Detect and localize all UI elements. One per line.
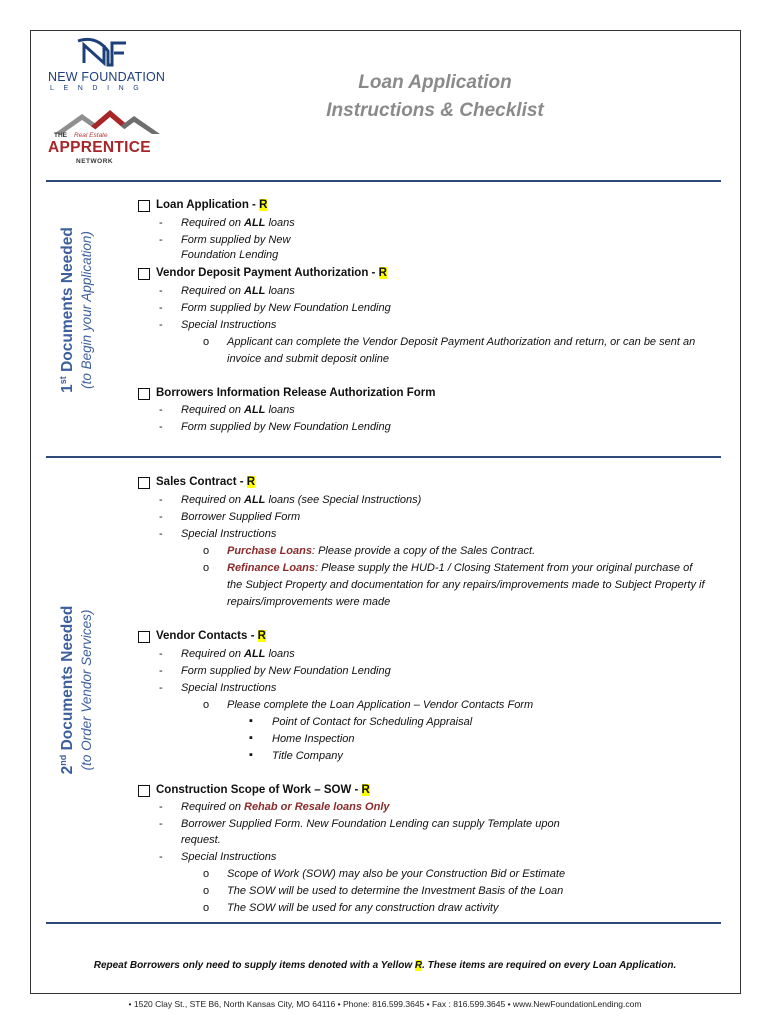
page-title-line1: Loan Application [358, 72, 512, 93]
repeat-borrowers-note: Repeat Borrowers only need to supply items denoted with a Yellow R. These items are required on every Loan Application. [93, 960, 677, 971]
borrowers-release-heading: Borrowers Information Release Authorization Form [156, 387, 436, 399]
list-item: Required on ALL loans [181, 404, 295, 416]
list-subitem: repairs/improvements were made [227, 596, 391, 608]
list-item: Form supplied by New Foundation Lending [181, 421, 391, 433]
section1-label: 1st Documents Needed (to Begin your Application) [58, 227, 95, 393]
list-item: Required on Rehab or Resale loans Only [181, 801, 390, 813]
bullet-circle: o [203, 699, 210, 711]
borrowers-release-checkbox[interactable] [138, 388, 150, 400]
list-subitem: Scope of Work (SOW) may also be your Construction Bid or Estimate [227, 868, 566, 880]
list-subsubitem: Title Company [272, 750, 343, 762]
bullet-circle: o [203, 885, 210, 897]
list-item: Borrower Supplied Form [181, 511, 301, 523]
nf-brand-name: NEW FOUNDATION [48, 70, 166, 84]
list-item: Required on ALL loans [181, 285, 295, 297]
bullet-circle: o [203, 902, 210, 914]
bullet-dash: - [159, 404, 163, 416]
bullet-circle: o [203, 868, 210, 880]
bullet-dash: - [159, 285, 163, 297]
sow-checkbox[interactable] [138, 785, 150, 797]
bullet-dash: - [159, 851, 163, 863]
list-subsubitem: Home Inspection [272, 733, 355, 745]
loan-application-checkbox[interactable] [138, 200, 150, 212]
list-subitem: Applicant can complete the Vendor Deposit Payment Authorization and return, or can be sent an [227, 336, 696, 348]
section-divider-top [46, 180, 721, 182]
vendor-contacts-checkbox[interactable] [138, 631, 150, 643]
loan-application-heading: Loan Application - R [156, 199, 268, 211]
bullet-circle: o [203, 562, 210, 574]
section-divider-bottom [46, 922, 721, 924]
bullet-dash: - [159, 217, 163, 229]
footer-address: • 1520 Clay St., STE B6, North Kansas City, MO 64116 • Phone: 816.599.3645 • Fax : 816.599.3645 • www.NewFoundationLending.com [128, 999, 642, 1009]
ap-the: THE [54, 132, 67, 139]
ap-apprentice: APPRENTICE [48, 139, 151, 156]
sales-contract-checkbox[interactable] [138, 477, 150, 489]
nf-brand-sub: LENDING [50, 85, 149, 92]
list-subitem: Refinance Loans: Please supply the HUD-1 / Closing Statement from your original purchase of [227, 562, 693, 574]
bullet-dash: - [159, 421, 163, 433]
list-item: Special Instructions [181, 682, 277, 694]
bullet-dash: - [159, 302, 163, 314]
vendor-contacts-heading: Vendor Contacts - R [156, 630, 266, 642]
bullet-dash: - [159, 234, 163, 246]
list-item: Required on ALL loans [181, 217, 295, 229]
list-subsubitem: Point of Contact for Scheduling Appraisal [272, 716, 473, 728]
sow-heading: Construction Scope of Work – SOW - R [156, 784, 370, 796]
house-roofs-icon [54, 108, 160, 134]
list-subitem: The SOW will be used for any construction draw activity [227, 902, 499, 914]
list-item: Special Instructions [181, 319, 277, 331]
bullet-square: ▪ [249, 749, 253, 761]
apprentice-network-logo [48, 108, 166, 170]
list-subitem: The SOW will be used to determine the Investment Basis of the Loan [227, 885, 564, 897]
bullet-square: ▪ [249, 715, 253, 727]
list-subitem: invoice and submit deposit online [227, 353, 390, 365]
list-item: Borrower Supplied Form. New Foundation Lending can supply Template upon [181, 818, 560, 830]
bullet-dash: - [159, 818, 163, 830]
bullet-dash: - [159, 511, 163, 523]
list-item: Special Instructions [181, 851, 277, 863]
section2-label: 2nd Documents Needed (to Order Vendor Services) [58, 605, 95, 775]
list-item: Foundation Lending [181, 249, 279, 261]
list-item: Form supplied by New Foundation Lending [181, 302, 391, 314]
nf-monogram-icon [74, 37, 134, 69]
list-item: Form supplied by New [181, 234, 291, 246]
list-item: Required on ALL loans (see Special Instructions) [181, 494, 422, 506]
page-frame [30, 30, 741, 994]
bullet-dash: - [159, 648, 163, 660]
section-divider-middle [46, 456, 721, 458]
bullet-dash: - [159, 801, 163, 813]
bullet-square: ▪ [249, 732, 253, 744]
page-title-line2: Instructions & Checklist [326, 100, 544, 121]
new-foundation-logo [48, 37, 168, 97]
list-item: Form supplied by New Foundation Lending [181, 665, 391, 677]
bullet-dash: - [159, 665, 163, 677]
bullet-circle: o [203, 545, 210, 557]
list-subitem: Purchase Loans: Please provide a copy of the Sales Contract. [227, 545, 536, 557]
ap-real-estate: Real Estate [74, 132, 108, 139]
list-subitem: Please complete the Loan Application – Vendor Contacts Form [227, 699, 534, 711]
vendor-deposit-checkbox[interactable] [138, 268, 150, 280]
sales-contract-heading: Sales Contract - R [156, 476, 256, 488]
bullet-dash: - [159, 319, 163, 331]
ap-network: NETWORK [76, 158, 114, 165]
bullet-dash: - [159, 494, 163, 506]
list-subitem: the Subject Property and documentation for any repairs/improvements made to Subject Property if [227, 579, 705, 591]
list-item: Required on ALL loans [181, 648, 295, 660]
bullet-dash: - [159, 528, 163, 540]
bullet-circle: o [203, 336, 210, 348]
list-item: Special Instructions [181, 528, 277, 540]
vendor-deposit-heading: Vendor Deposit Payment Authorization - R [156, 267, 387, 279]
list-item: request. [181, 834, 221, 846]
bullet-dash: - [159, 682, 163, 694]
